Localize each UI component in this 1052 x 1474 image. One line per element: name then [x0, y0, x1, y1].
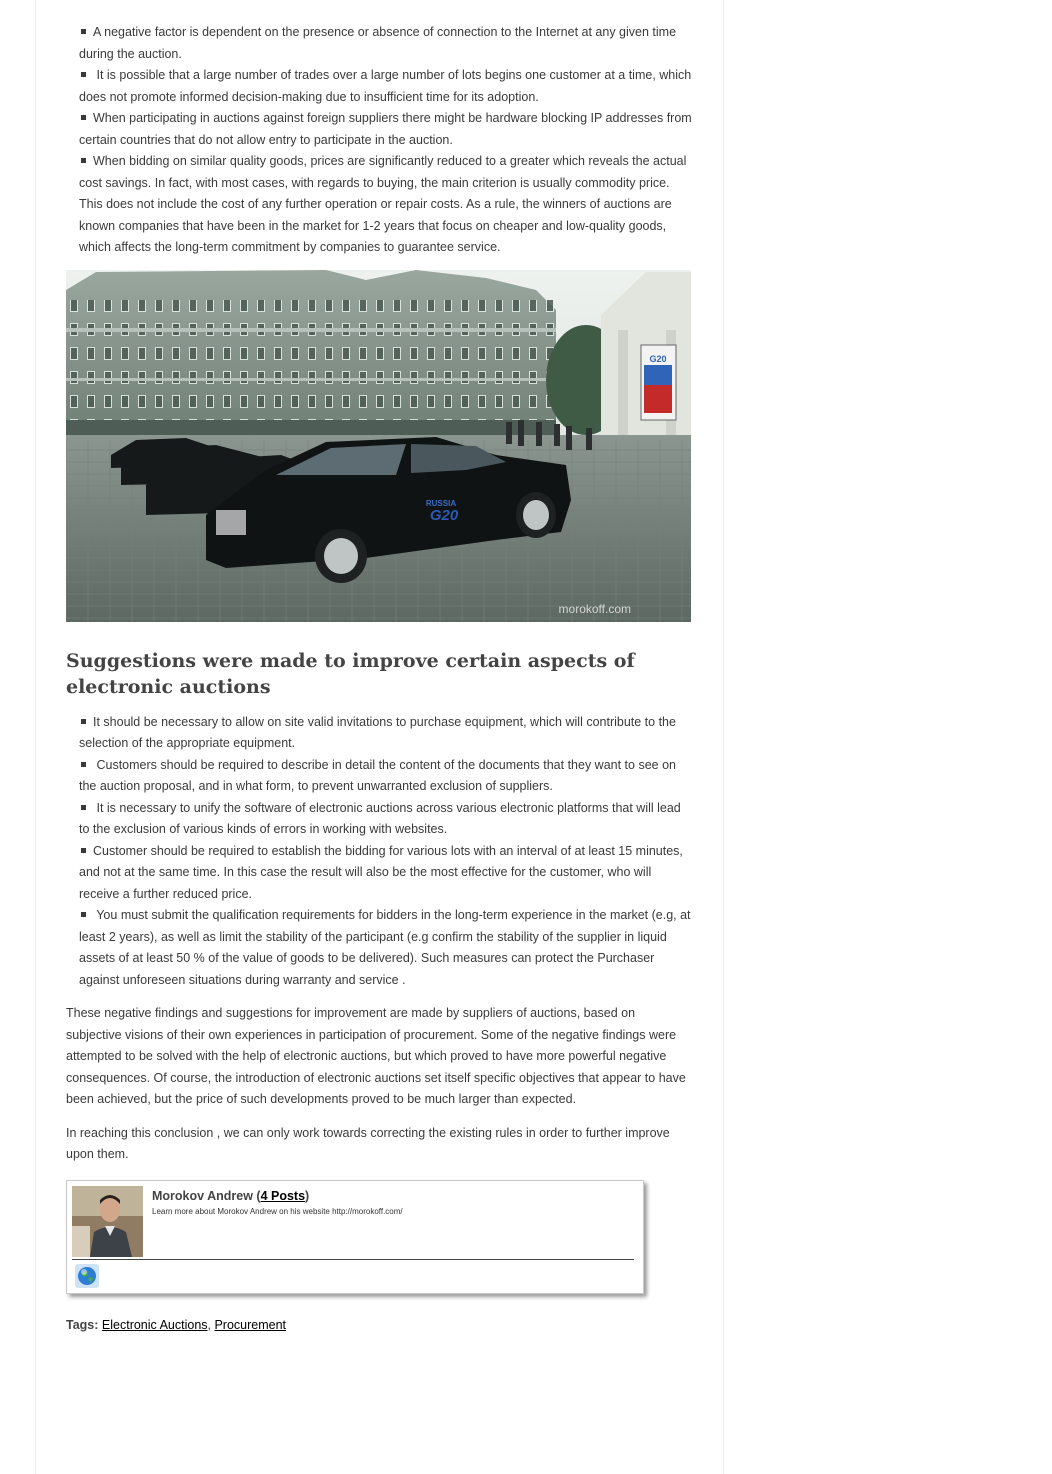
square-bullet-icon — [81, 805, 86, 810]
section-heading: Suggestions were made to improve certain aspects of electronic auctions — [66, 649, 635, 698]
conclusion-paragraph: These negative findings and suggestions for improvement are made by suppliers of auctions, based on subjective visions of their own experiences in participation of procurement. Some of the negative findings were attempted to be solved with the help of electronic auctions, but which proved to have more powerful negative consequences. Of course, the introduction of electronic auctions set itself specific objectives that appear to have been achieved, but the price of such developments proved to be much larger than expected. — [66, 1006, 686, 1106]
list-item: Customer should be required to establish the bidding for various lots with an interval of at least 15 minutes, and not at the same time. In this case the result will also be the most effective for the customer, who will receive a further reduced price. — [79, 843, 683, 901]
tag-electronic-auctions[interactable]: Electronic Auctions — [101, 1317, 208, 1332]
tag-procurement[interactable]: Procurement — [214, 1317, 287, 1332]
author-divider — [72, 1259, 634, 1260]
list-item: It is possible that a large number of trades over a large number of lots begins one customer at a time, which does not promote informed decision-making due to insufficient time for its adoption. — [79, 68, 692, 104]
square-bullet-icon — [81, 158, 86, 163]
tags-line: Tags: Electronic Auctions, Procurement — [66, 1317, 287, 1332]
globe-icon[interactable] — [75, 1264, 99, 1288]
closing-paragraph: In reaching this conclusion , we can only work towards correcting the existing rules in order to further improve upon them. — [66, 1125, 670, 1161]
author-avatar — [72, 1186, 143, 1257]
suggestions-list — [66, 712, 694, 992]
list-item: When participating in auctions against foreign suppliers there might be hardware blocking IP addresses from certain countries that do not allow entry to participate in the auction. — [79, 111, 692, 147]
list-item: A negative factor is dependent on the presence or absence of connection to the Internet at any given time during the auction. — [79, 25, 677, 61]
author-name: Morokov Andrew — [152, 1188, 253, 1203]
square-bullet-icon — [81, 29, 86, 34]
author-name-line: Morokov Andrew (4 Posts) — [152, 1188, 310, 1203]
tags-label: Tags: — [66, 1317, 99, 1332]
right-column-rule — [723, 0, 724, 1474]
car-logo-top: RUSSIA — [425, 498, 457, 508]
list-item: It is necessary to unify the software of electronic auctions across various electronic platforms that will lead to the exclusion of various kinds of errors in working with websites. — [79, 800, 681, 836]
left-column-rule — [35, 0, 36, 1474]
author-box — [66, 1180, 644, 1294]
photo-watermark: morokoff.com — [558, 601, 631, 616]
square-bullet-icon — [81, 719, 86, 724]
author-bio: Learn more about Morokov Andrew on his website http://morokoff.com/ — [152, 1206, 403, 1216]
square-bullet-icon — [81, 762, 86, 767]
list-item: Customers should be required to describe in detail the content of the documents that they want to see on the auction proposal, and in what form, to prevent unwarranted exclusion of suppliers. — [79, 757, 676, 793]
negative-factors-list — [66, 22, 694, 259]
banner-text: G20 — [649, 353, 667, 364]
square-bullet-icon — [81, 912, 86, 917]
car-logo-main: G20 — [429, 506, 459, 524]
square-bullet-icon — [81, 115, 86, 120]
square-bullet-icon — [81, 72, 86, 77]
article-content — [66, 22, 694, 1332]
author-posts-link[interactable]: 4 Posts — [260, 1188, 306, 1203]
list-item: You must submit the qualification requirements for bidders in the long-term experience in the market (e.g, at least 2 years), as well as limit the stability of the participant (e.g confirm the stability of the supplier in liquid assets of at least 50 % of the value of goods to be delivered). Such measures can protect the Purchaser against unforeseen situations during warranty and service . — [79, 908, 691, 987]
list-item: When bidding on similar quality goods, prices are significantly reduced to a greater which reveals the actual cost savings. In fact, with most cases, with regards to buying, the main criterion is usually commodity price. This does not include the cost of any further operation or repair costs. As a rule, the winners of auctions are known companies that have been in the market for 1-2 years that focus on cheaper and low-quality goods, which affects the long-term commitment by companies to guarantee service. — [79, 154, 687, 254]
square-bullet-icon — [81, 848, 86, 853]
article-photo — [66, 270, 691, 622]
list-item: It should be necessary to allow on site valid invitations to purchase equipment, which will contribute to the selection of the appropriate equipment. — [79, 714, 676, 750]
